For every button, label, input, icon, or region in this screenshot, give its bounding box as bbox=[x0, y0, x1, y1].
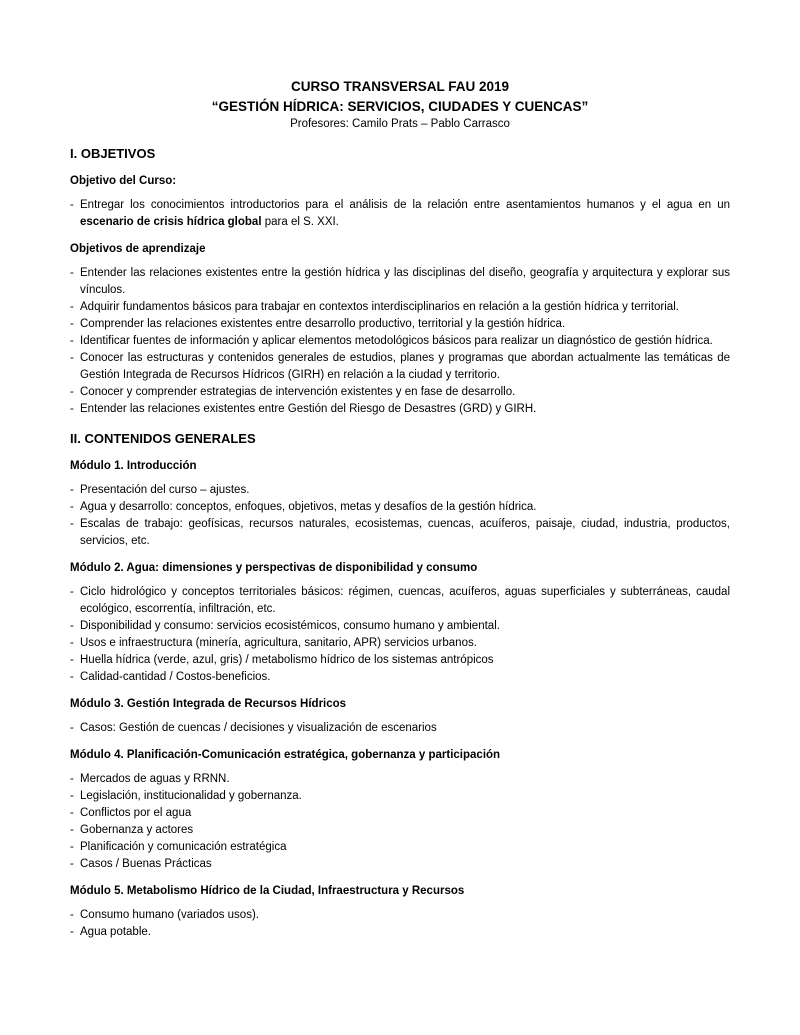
list-item: - Entender las relaciones existentes entre Gestión del Riesgo de Desastres (GRD) y GIRH. bbox=[70, 401, 730, 418]
module-1-list bbox=[70, 482, 730, 550]
list-item: - Identificar fuentes de información y aplicar elementos metodológicos básicos para realizar un diagnóstico de gestión hídrica. bbox=[70, 333, 730, 350]
section-heading-objetivos: I. OBJETIVOS bbox=[70, 146, 156, 161]
course-objective-post: para el S. XXI. bbox=[261, 216, 339, 228]
list-item: - Comprender las relaciones existentes entre desarrollo productivo, territorial y la gestión hídrica. bbox=[70, 316, 730, 333]
list-item: - Consumo humano (variados usos). bbox=[70, 907, 730, 924]
list-item: - Calidad-cantidad / Costos-beneficios. bbox=[70, 669, 730, 686]
list-item: - Conflictos por el agua bbox=[70, 805, 730, 822]
module-5-list bbox=[70, 907, 730, 941]
module-1-title: Módulo 1. Introducción bbox=[70, 460, 197, 472]
list-item: - Conocer y comprender estrategias de intervención existentes y en fase de desarrollo. bbox=[70, 384, 730, 401]
course-title: CURSO TRANSVERSAL FAU 2019 bbox=[290, 79, 510, 94]
list-item: - Planificación y comunicación estratégica bbox=[70, 839, 730, 856]
list-item: - Disponibilidad y consumo: servicios ecosistémicos, consumo humano y ambiental. bbox=[70, 618, 730, 635]
list-item: - Ciclo hidrológico y conceptos territoriales básicos: régimen, cuencas, acuíferos, aguas superficiales y subterráneas, caudal ecológico, escorrentía, infiltración, etc. bbox=[70, 584, 730, 618]
module-5-title: Módulo 5. Metabolismo Hídrico de la Ciudad, Infraestructura y Recursos bbox=[70, 885, 465, 897]
list-item: - Entender las relaciones existentes entre la gestión hídrica y las disciplinas del diseño, geografía y arquitectura y explorar sus vínculos. bbox=[70, 265, 730, 299]
list-item: - Agua potable. bbox=[70, 924, 730, 941]
course-subtitle: “GESTIÓN HÍDRICA: SERVICIOS, CIUDADES Y CUENCAS” bbox=[211, 99, 589, 114]
list-item: - Legislación, institucionalidad y gobernanza. bbox=[70, 788, 730, 805]
module-2-title: Módulo 2. Agua: dimensiones y perspectivas de disponibilidad y consumo bbox=[70, 562, 478, 574]
course-objective-text bbox=[70, 197, 730, 231]
title-block bbox=[70, 77, 730, 133]
list-item: - Huella hídrica (verde, azul, gris) / metabolismo hídrico de los sistemas antrópicos bbox=[70, 652, 730, 669]
list-item: - Presentación del curso – ajustes. bbox=[70, 482, 730, 499]
module-4-list bbox=[70, 771, 730, 873]
list-item: - Gobernanza y actores bbox=[70, 822, 730, 839]
list-item: - Adquirir fundamentos básicos para trabajar en contextos interdisciplinarios en relación a la gestión hídrica y territorial. bbox=[70, 299, 730, 316]
list-item: - Escalas de trabajo: geofísicas, recursos naturales, ecosistemas, cuencas, acuíferos, paisaje, ciudad, industria, productos, servicios, etc. bbox=[70, 516, 730, 550]
module-3-list bbox=[70, 720, 730, 737]
learning-objectives-heading: Objetivos de aprendizaje bbox=[70, 243, 206, 255]
section-heading-contenidos: II. CONTENIDOS GENERALES bbox=[70, 431, 256, 446]
course-objective-bold: escenario de crisis hídrica global bbox=[80, 216, 262, 228]
list-item: - Casos / Buenas Prácticas bbox=[70, 856, 730, 873]
list-item: - Usos e infraestructura (minería, agricultura, sanitario, APR) servicios urbanos. bbox=[70, 635, 730, 652]
list-item: - Casos: Gestión de cuencas / decisiones y visualización de escenarios bbox=[70, 720, 730, 737]
list-item: - Conocer las estructuras y contenidos generales de estudios, planes y programas que abordan actualmente las temáticas de Gestión Integrada de Recursos Hídricos (GIRH) en relación a la ciudad y territorio. bbox=[70, 350, 730, 384]
professors-line: Profesores: Camilo Prats – Pablo Carrasco bbox=[290, 118, 510, 130]
course-objective-heading: Objetivo del Curso: bbox=[70, 175, 177, 187]
course-objective-pre: Entregar los conocimientos introductorios para el análisis de la relación entre asentamientos humanos y el agua en un bbox=[80, 199, 730, 211]
module-4-title: Módulo 4. Planificación-Comunicación estratégica, gobernanza y participación bbox=[70, 749, 501, 761]
document-page bbox=[70, 77, 730, 941]
list-item: - Agua y desarrollo: conceptos, enfoques, objetivos, metas y desafíos de la gestión hídrica. bbox=[70, 499, 730, 516]
module-2-list bbox=[70, 584, 730, 686]
learning-objectives-list bbox=[70, 265, 730, 418]
list-item: - Mercados de aguas y RRNN. bbox=[70, 771, 730, 788]
module-3-title: Módulo 3. Gestión Integrada de Recursos Hídricos bbox=[70, 698, 347, 710]
